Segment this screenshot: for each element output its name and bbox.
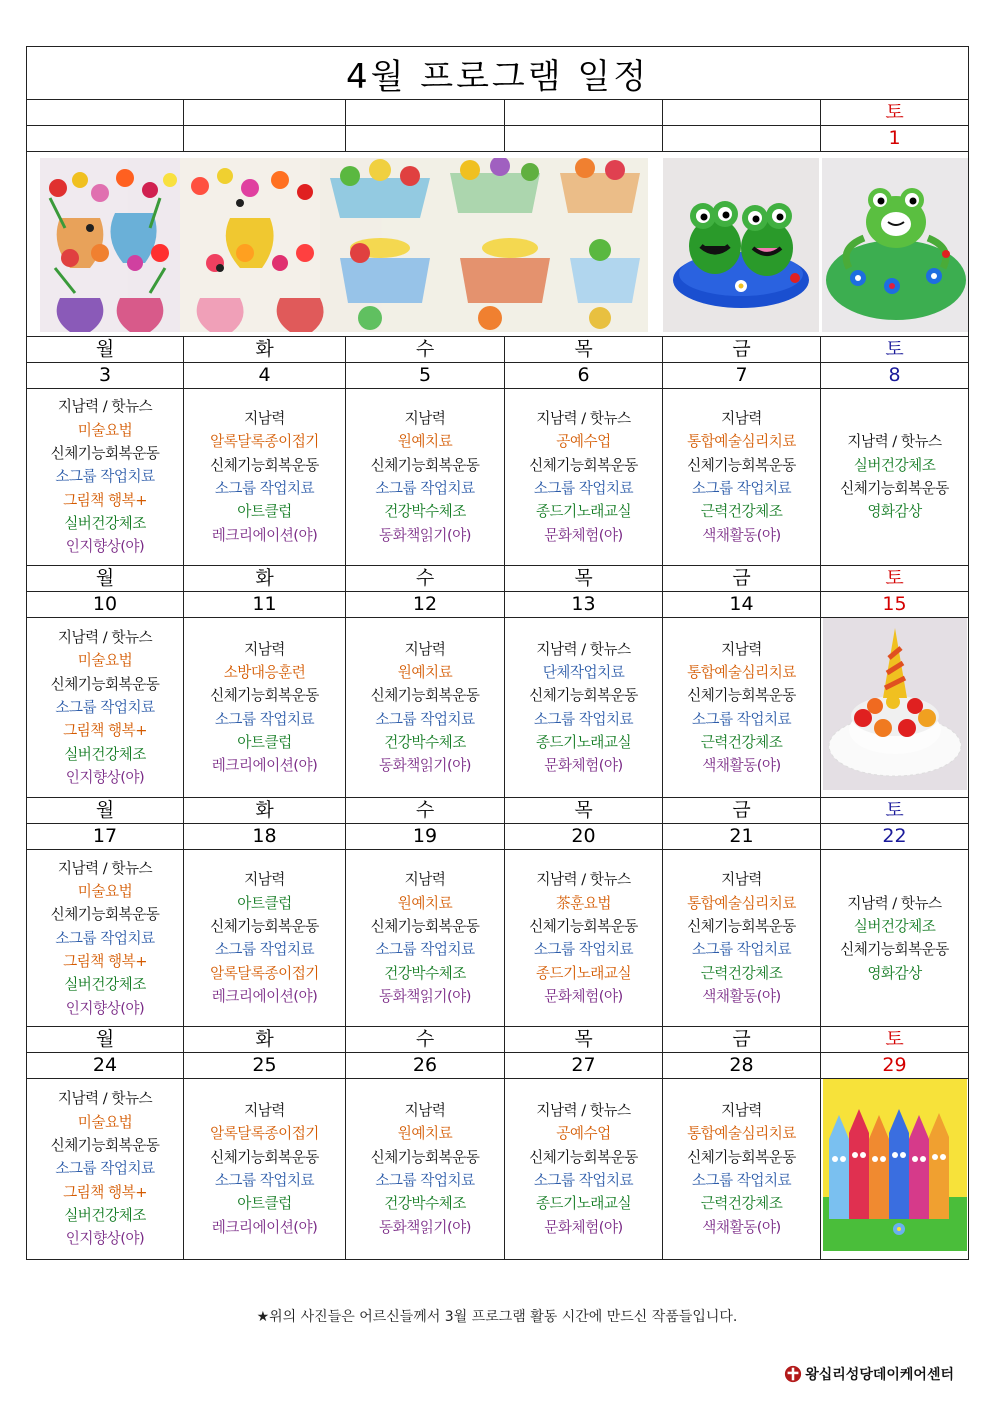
crafts-collage-photo <box>40 158 648 332</box>
activity-item: 건강박수체조 <box>384 1195 466 1213</box>
activity-item: 아트클럽 <box>237 894 292 912</box>
activity-item: 색채활동(야) <box>702 757 781 775</box>
activity-cell <box>505 389 663 566</box>
activity-item: 실버건강체조 <box>853 918 936 935</box>
activity-cell <box>663 850 821 1027</box>
activity-item: 신체기능회복운동 <box>529 687 638 705</box>
date-cell: 24 <box>27 1053 184 1079</box>
center-logo <box>784 1364 954 1384</box>
activity-item: 지남력 <box>244 1102 285 1120</box>
activity-cell <box>346 850 505 1027</box>
activity-cell <box>663 389 821 566</box>
activity-item: 미술요법 <box>77 1113 133 1131</box>
activity-item: 알록달록종이접기 <box>210 964 319 982</box>
page-title: 4월 프로그램 일정 <box>27 47 969 100</box>
activity-cell <box>184 389 346 566</box>
activity-item: 지남력 / 핫뉴스 <box>536 1102 631 1120</box>
activity-item: 종드기노래교실 <box>535 733 632 751</box>
activity-cell <box>346 389 505 566</box>
clay-frogs-image <box>663 158 819 332</box>
activity-item: 미술요법 <box>77 652 133 670</box>
date-cell: 11 <box>184 592 346 618</box>
weekday-header-sat: 토 <box>821 100 969 126</box>
activity-cell <box>663 1079 821 1259</box>
activity-item: 신체기능회복운동 <box>370 1148 480 1166</box>
activity-cell <box>27 618 184 798</box>
center-name: 왕십리성당데이케어센터 <box>805 1367 954 1383</box>
activity-item: 근력건강체조 <box>700 503 783 521</box>
activity-item: 인지향상(야) <box>65 1230 145 1248</box>
activity-item: 지남력 / 핫뉴스 <box>57 1090 153 1108</box>
activity-item: 지남력 <box>244 871 285 889</box>
date-cell: 26 <box>346 1053 505 1079</box>
activity-item: 신체기능회복운동 <box>210 456 319 474</box>
activity-item: 소그룹 작업치료 <box>533 1171 634 1189</box>
date-cell: 10 <box>27 592 184 618</box>
activity-cell <box>27 389 184 566</box>
activity-item: 지남력 <box>404 1102 446 1120</box>
activity-item: 그림책 행복+ <box>63 952 147 970</box>
weekday-header: 수 <box>346 566 505 592</box>
activity-item: 신체기능회복운동 <box>687 1148 796 1166</box>
date-cell: 18 <box>184 824 346 850</box>
activity-item: 지남력 / 핫뉴스 <box>57 859 153 877</box>
activity-item: 색채활동(야) <box>702 526 781 544</box>
date-cell: 22 <box>821 824 969 850</box>
activity-item: 소그룹 작업치료 <box>691 710 792 728</box>
activity-item: 소그룹 작업치료 <box>691 480 792 497</box>
activity-item: 신체기능회복운동 <box>687 687 796 705</box>
activity-item: 동화책읽기(야) <box>379 987 471 1005</box>
activity-item: 색채활동(야) <box>702 1218 781 1236</box>
activity-item: 인지향상(야) <box>65 999 145 1017</box>
date-cell: 3 <box>27 363 184 389</box>
activity-item: 통합예술심리치료 <box>687 894 796 912</box>
date-cell: 4 <box>184 363 346 389</box>
date-cell: 20 <box>505 824 663 850</box>
catholic-cross-logo-icon <box>784 1365 802 1383</box>
activity-item: 신체기능회복운동 <box>370 918 480 935</box>
date-cell: 7 <box>663 363 821 389</box>
activity-item: 알록달록종이접기 <box>210 433 319 451</box>
activity-item: 소그룹 작업치료 <box>691 941 792 959</box>
empty-cell <box>663 100 821 126</box>
activity-item: 아트클럽 <box>237 503 292 521</box>
weekday-header: 수 <box>346 798 505 824</box>
activity-item: 실버건강체조 <box>64 1206 146 1224</box>
activity-item: 동화책읽기(야) <box>379 1218 471 1236</box>
activity-item: 근력건강체조 <box>700 1195 783 1213</box>
weekday-header: 목 <box>505 337 663 363</box>
weekday-header: 월 <box>27 1027 184 1053</box>
activity-item: 지남력 <box>404 871 446 889</box>
weekday-header: 수 <box>346 1027 505 1053</box>
weekday-header: 수 <box>346 337 505 363</box>
activity-item: 실버건강체조 <box>64 745 146 763</box>
date-cell: 25 <box>184 1053 346 1079</box>
activity-item: 알록달록종이접기 <box>210 1125 319 1143</box>
activity-item: 아트클럽 <box>237 733 292 751</box>
activity-cell <box>821 389 969 566</box>
activity-cell <box>505 850 663 1027</box>
empty-cell <box>27 126 184 152</box>
activity-item: 인지향상(야) <box>65 538 145 556</box>
activity-item: 원예치료 <box>397 664 453 682</box>
weekday-header: 목 <box>505 1027 663 1053</box>
activity-cell <box>346 618 505 798</box>
activity-item: 신체기능회복운동 <box>840 941 949 959</box>
activity-item: 신체기능회복운동 <box>210 687 319 705</box>
flower-fruit-collage-image <box>40 158 648 332</box>
activity-item: 건강박수체조 <box>384 733 466 751</box>
activity-item: 지남력 <box>721 871 762 889</box>
weekday-header: 화 <box>184 566 346 592</box>
activity-item: 지남력 / 핫뉴스 <box>847 894 942 912</box>
activity-item: 문화체험(야) <box>544 987 623 1005</box>
activity-item: 지남력 / 핫뉴스 <box>536 640 631 658</box>
activity-cell <box>27 1079 184 1259</box>
activity-item: 지남력 <box>404 410 446 428</box>
activity-cell <box>346 1079 505 1259</box>
activity-item: 지남력 <box>244 410 285 428</box>
crayon-paper-craft-image <box>823 1079 967 1251</box>
activity-item: 신체기능회복운동 <box>840 480 949 497</box>
activity-item: 소그룹 작업치료 <box>55 1160 155 1178</box>
activity-item: 지남력 / 핫뉴스 <box>536 410 631 428</box>
activity-item: 인지향상(야) <box>65 768 145 786</box>
activity-item: 신체기능회복운동 <box>687 918 796 935</box>
activity-item: 소그룹 작업치료 <box>691 1171 792 1189</box>
clay-frogs-photo <box>663 158 819 332</box>
activity-item: 신체기능회복운동 <box>529 1148 638 1166</box>
activity-item: 신체기능회복운동 <box>370 687 480 705</box>
activity-item: 건강박수체조 <box>384 503 466 521</box>
activity-item: 소그룹 작업치료 <box>375 480 475 497</box>
clay-cake-image <box>823 618 967 790</box>
activity-item: 소그룹 작업치료 <box>375 941 475 959</box>
activity-item: 동화책읽기(야) <box>379 526 471 544</box>
photo-caption: ★위의 사진들은 어르신들께서 3월 프로그램 활동 시간에 만드신 작품들입니다. <box>256 1309 738 1325</box>
activity-item: 소그룹 작업치료 <box>214 1171 315 1189</box>
date-cell: 12 <box>346 592 505 618</box>
activity-item: 소그룹 작업치료 <box>55 929 155 947</box>
activity-cell <box>27 850 184 1027</box>
craft-photo-cell <box>821 1079 969 1259</box>
weekday-header: 월 <box>27 798 184 824</box>
weekday-header: 토 <box>821 1027 969 1053</box>
activity-item: 통합예술심리치료 <box>687 433 796 451</box>
activity-item: 미술요법 <box>77 421 133 439</box>
activity-item: 실버건강체조 <box>64 976 146 994</box>
activity-item: 레크리에이션(야) <box>211 757 318 775</box>
weekday-header: 화 <box>184 1027 346 1053</box>
activity-item: 신체기능회복운동 <box>50 445 160 463</box>
activity-item: 원예치료 <box>397 1125 453 1143</box>
activity-item: 소그룹 작업치료 <box>55 468 155 486</box>
activity-item: 영화감상 <box>867 503 922 521</box>
activity-item: 茶훈요법 <box>556 894 611 912</box>
activity-item: 소그룹 작업치료 <box>214 941 315 959</box>
activity-item: 지남력 / 핫뉴스 <box>57 398 153 416</box>
activity-item: 소그룹 작업치료 <box>533 480 634 497</box>
activity-item: 지남력 <box>244 640 285 658</box>
date-cell: 6 <box>505 363 663 389</box>
activity-cell <box>505 1079 663 1259</box>
date-cell: 13 <box>505 592 663 618</box>
weekday-header: 월 <box>27 566 184 592</box>
activity-item: 원예치료 <box>397 894 453 912</box>
activity-item: 동화책읽기(야) <box>379 757 471 775</box>
activity-item: 레크리에이션(야) <box>211 526 318 544</box>
activity-item: 실버건강체조 <box>853 456 936 474</box>
weekday-header: 토 <box>821 566 969 592</box>
weekday-header: 토 <box>821 798 969 824</box>
activity-cell <box>821 850 969 1027</box>
activity-item: 문화체험(야) <box>544 526 623 544</box>
activity-item: 종드기노래교실 <box>535 503 632 521</box>
date-cell: 8 <box>821 363 969 389</box>
weekday-header: 금 <box>663 1027 821 1053</box>
date-cell: 28 <box>663 1053 821 1079</box>
activity-cell <box>184 618 346 798</box>
activity-item: 그림책 행복+ <box>63 491 147 509</box>
activity-item: 영화감상 <box>867 964 922 982</box>
activity-item: 소그룹 작업치료 <box>214 710 315 728</box>
activity-item: 지남력 / 핫뉴스 <box>57 629 153 647</box>
weekday-header: 월 <box>27 337 184 363</box>
activity-item: 소방대응훈련 <box>223 664 306 682</box>
activity-item: 소그룹 작업치료 <box>55 699 155 716</box>
activity-item: 신체기능회복운동 <box>687 456 796 474</box>
activity-item: 공예수업 <box>556 1125 611 1143</box>
activity-item: 공예수업 <box>556 433 611 451</box>
date-cell: 29 <box>821 1053 969 1079</box>
activity-item: 지남력 / 핫뉴스 <box>536 871 631 889</box>
activity-item: 소그룹 작업치료 <box>533 710 634 728</box>
weekday-header: 화 <box>184 798 346 824</box>
activity-item: 단체작업치료 <box>542 664 625 682</box>
activity-item: 종드기노래교실 <box>535 964 632 982</box>
date-cell: 19 <box>346 824 505 850</box>
date-cell: 17 <box>27 824 184 850</box>
weekday-header: 화 <box>184 337 346 363</box>
activity-cell <box>505 618 663 798</box>
date-cell: 1 <box>821 126 969 152</box>
weekday-header: 금 <box>663 798 821 824</box>
clay-frog-lilypad-photo <box>822 158 968 332</box>
activity-cell <box>663 618 821 798</box>
empty-cell <box>505 126 663 152</box>
activity-item: 문화체험(야) <box>544 1218 623 1236</box>
date-cell: 5 <box>346 363 505 389</box>
date-cell: 14 <box>663 592 821 618</box>
activity-item: 문화체험(야) <box>544 757 623 775</box>
activity-item: 신체기능회복운동 <box>370 456 480 474</box>
activity-item: 신체기능회복운동 <box>529 456 638 474</box>
weekday-header: 금 <box>663 337 821 363</box>
activity-item: 통합예술심리치료 <box>687 1125 796 1143</box>
activity-item: 지남력 <box>721 1102 762 1120</box>
activity-item: 그림책 행복+ <box>63 722 147 740</box>
activity-cell <box>184 850 346 1027</box>
empty-cell <box>184 126 346 152</box>
activity-item: 그림책 행복+ <box>63 1183 147 1201</box>
clay-frog-lilypad-image <box>822 158 968 332</box>
activity-item: 지남력 <box>404 640 446 658</box>
activity-item: 근력건강체조 <box>700 964 783 982</box>
empty-cell <box>184 100 346 126</box>
activity-item: 통합예술심리치료 <box>687 664 796 682</box>
activity-item: 지남력 / 핫뉴스 <box>847 433 942 451</box>
activity-cell <box>184 1079 346 1259</box>
weekday-header: 목 <box>505 566 663 592</box>
activity-item: 신체기능회복운동 <box>529 918 638 935</box>
activity-item: 근력건강체조 <box>700 733 783 751</box>
activity-item: 실버건강체조 <box>64 514 146 532</box>
activity-item: 신체기능회복운동 <box>50 675 160 693</box>
activity-item: 미술요법 <box>77 883 133 901</box>
weekday-header: 목 <box>505 798 663 824</box>
activity-item: 건강박수체조 <box>384 964 466 982</box>
date-cell: 15 <box>821 592 969 618</box>
empty-cell <box>27 100 184 126</box>
weekday-header: 금 <box>663 566 821 592</box>
activity-item: 종드기노래교실 <box>535 1195 632 1213</box>
activity-item: 소그룹 작업치료 <box>375 710 475 728</box>
activity-item: 레크리에이션(야) <box>211 987 318 1005</box>
craft-photo-cell <box>821 618 969 798</box>
activity-item: 지남력 <box>721 410 762 428</box>
activity-item: 소그룹 작업치료 <box>533 941 634 959</box>
activity-item: 신체기능회복운동 <box>210 918 319 935</box>
activity-item: 신체기능회복운동 <box>50 1137 160 1154</box>
activity-item: 지남력 <box>721 640 762 658</box>
date-cell: 21 <box>663 824 821 850</box>
empty-cell <box>505 100 663 126</box>
activity-item: 소그룹 작업치료 <box>375 1171 475 1189</box>
activity-item: 신체기능회복운동 <box>50 906 160 924</box>
activity-item: 아트클럽 <box>237 1195 292 1213</box>
activity-item: 레크리에이션(야) <box>211 1218 318 1236</box>
activity-item: 소그룹 작업치료 <box>214 480 315 497</box>
empty-cell <box>346 100 505 126</box>
empty-cell <box>663 126 821 152</box>
empty-cell <box>346 126 505 152</box>
date-cell: 27 <box>505 1053 663 1079</box>
weekday-header: 토 <box>821 337 969 363</box>
activity-item: 신체기능회복운동 <box>210 1148 319 1166</box>
activity-item: 색채활동(야) <box>702 987 781 1005</box>
activity-item: 원예치료 <box>397 433 453 451</box>
